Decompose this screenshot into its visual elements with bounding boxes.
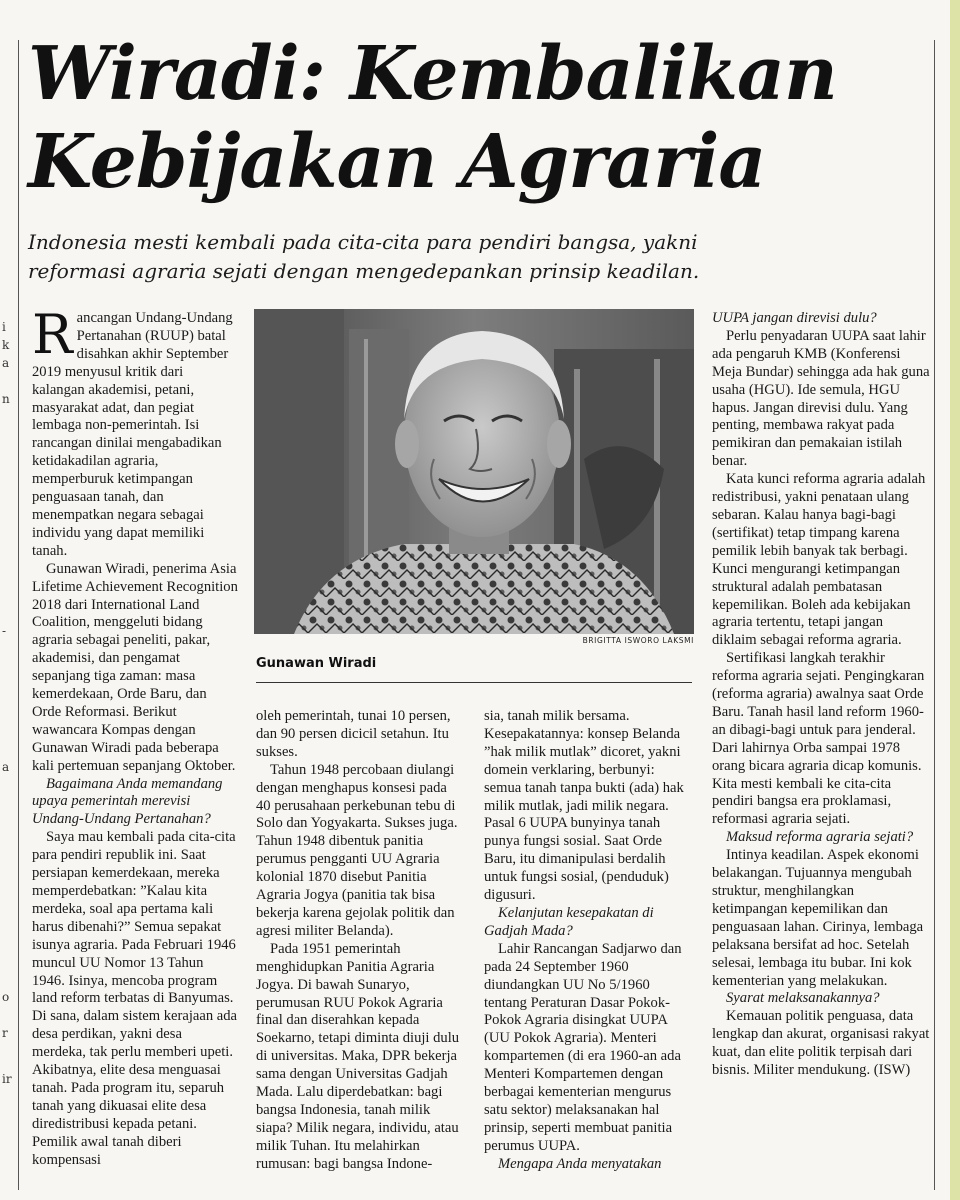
paragraph: Kata kunci reforma agraria adalah redistribusi, yakni penataan ulang sebaran. Kalau hanya bagi-bagi (sertifikat) tetap timpang karena pemilik lebih banyak tak berbagi. Kunci mengurangi ketimpangan struktural adalah pembatasan kepemilikan. Boleh ada kebijakan agraria tertentu, tetapi jangan diklaim sebagai reforma agraria. <box>712 471 926 649</box>
margin-fragment: i <box>2 320 6 334</box>
paragraph: oleh pemerintah, tunai 10 persen, dan 90 persen dicicil setahun. Itu sukses. <box>256 708 451 760</box>
margin-fragment: a <box>2 356 10 370</box>
headline <box>28 30 928 206</box>
column-rule-right <box>934 40 935 1190</box>
paragraph: Intinya keadilan. Aspek ekonomi belakangan. Tujuannya mengubah struktur, menghilangkan ketimpangan kepemilikan dan penguasaan lahan. Cirinya, lembaga pelaksana bersifat ad hoc. Setelah selesai, lembaga itu bubar. Ini kok kementerian yang melakukan. <box>712 847 924 989</box>
photo-credit: BRIGITTA ISWORO LAKSMI <box>582 636 694 645</box>
paragraph: Sertifikasi langkah terakhir reforma agraria sejati. Pengingkaran (reforma agraria) awalnya saat Orde Baru. Tanah hasil land reform 1960-an dibagi-bagi untuk para jenderal. Dari lahirnya Orba sampai 1978 orang bicara agraria dicap komunis. Kita mesti kembali ke cita-cita pendiri bangsa era proklamasi, reformasi agraria sejati. <box>712 650 925 828</box>
margin-fragment: ir <box>2 1072 12 1086</box>
paragraph: sia, tanah milik bersama. Kesepakatannya: konsep Belanda ”hak milik mutlak” dicoret, yakni domein verklaring, berbunyi: semua tanah tanpa bukti (ada) hak milik mutlak, jadi milik negara. Pasal 6 UUPA bunyinya tanah punya fungsi sosial. Saat Orde Baru, itu dimanipulasi berdalih untuk fungsi sosial, (penduduk) digusuri. <box>484 708 684 904</box>
paragraph: Tahun 1948 percobaan diulangi dengan menghapus konsesi pada 40 perusahaan perkebunan tebu di Solo dan Yogyakarta. Sukses juga. Tahun 1948 dibentuk panitia perumus pengganti UU Agraria kolonial 1870 disebut Panitia Agraria Jogya (panitia tak bisa bekerja karena gejolak politik dan agresi militer Belanda). <box>256 761 458 939</box>
paragraph: Lahir Rancangan Sadjarwo dan pada 24 September 1960 diundangkan UU No 5/1960 tentang Peraturan Dasar Pokok-Pokok Agraria disingkat UUPA (UU Pokok Agraria). Menteri kompartemen (di era 1960-an ada Menteri Kompartemen dengan berbagai kementerian mengurus satu sektor) melaksanakan hal prinsip, seperti membuat panitia perumus UUPA. <box>484 940 682 1154</box>
question: Bagaimana Anda memandang upaya pemerintah merevisi Undang-Undang Pertanahan? <box>32 775 223 828</box>
margin-fragment: o <box>2 990 10 1004</box>
article-column-1 <box>32 303 238 1170</box>
paragraph: Pada 1951 pemerintah menghidupkan Panitia Agraria Jogya. Di bawah Sunaryo, perumusan RUU Pokok Agraria final dan diserahkan kepada Soekarno, tetapi diminta diuji dulu di universitas. Maka, DPR bekerja sama dengan Universitas Gadjah Mada. Lalu diperdebatkan: bagi bangsa Indonesia, tanah milik siapa? Milik negara, individu, atau milik Tuhan. Itu melahirkan rumusan: bagi bangsa Indone- <box>256 940 460 1172</box>
margin-fragment: k <box>2 338 10 352</box>
paragraph: Gunawan Wiradi, penerima Asia Lifetime Achievement Recognition 2018 dari International Land Coalition, menggeluti bidang agraria sebagai peneliti, pakar, akademisi, dan pengamat sepanjang tiga zaman: masa kemerdekaan, Orde Baru, dan Orde Reformasi. Berikut wawancara Kompas dengan Gunawan Wiradi pada beberapa kali pertemuan sepanjang Oktober. <box>32 560 238 774</box>
question: Kelanjutan kesepakatan di Gadjah Mada? <box>484 904 654 939</box>
paragraph: Rancangan Undang-Undang Pertanahan (RUUP) batal disahkan akhir September 2019 menyusul kritik dari kalangan akademisi, petani, masyarakat adat, dan pegiat lembaga non-pemerintah. Isi rancangan dinilai mengabadikan ketidakadilan agraria, memperburuk ketimpangan penguasaan tanah, dan menempatkan negara sebagai individu yang dapat memiliki tanah. <box>32 303 233 559</box>
photo-caption: Gunawan Wiradi <box>256 656 377 671</box>
question: Maksud reforma agraria sejati? <box>726 829 914 846</box>
caption-rule <box>256 682 692 683</box>
article-column-3 <box>484 708 690 1174</box>
headline-line-1: Wiradi: Kembalikan <box>28 31 837 117</box>
page-edge <box>950 0 960 1200</box>
drop-cap: R <box>32 303 73 366</box>
paragraph: Saya mau kembali pada cita-cita para pendiri republik ini. Saat persiapan kemerdekaan, mereka memperdebatkan: ”Kalau kita merdeka, soal apa pertama kali harus dibenahi?” Semua sepakat isunya agraria. Pada Februari 1946 muncul UU Nomor 13 Tahun 1946. Isinya, mencoba program land reform terbatas di Banyumas. Di sana, dalam sistem kerajaan ada desa perdikan, yakni desa merdeka, tak perlu memberi upeti. Akibatnya, elite desa menguasai tanah. Pada program itu, separuh tanah yang dikuasai elite desa diredistribusi kepada petani. Pemilik awal tanah diberi kompensasi <box>32 829 238 1168</box>
margin-fragment: n <box>2 392 10 406</box>
margin-fragment: a <box>2 760 10 774</box>
headline-line-2: Kebijakan Agraria <box>28 119 766 205</box>
question: Syarat melaksanakannya? <box>726 990 880 1007</box>
question: UUPA jangan direvisi dulu? <box>712 310 877 326</box>
paragraph: Kemauan politik penguasa, data lengkap dan akurat, organisasi rakyat kuat, dan elite politik terpisah dari bisnis. Militer mendukung. (ISW) <box>712 1008 930 1079</box>
article-column-4 <box>712 310 930 1080</box>
paragraph: Perlu penyadaran UUPA saat lahir ada pengaruh KMB (Konferensi Meja Bundar) sehingga ada hak guna usaha (HGU). Ide semula, HGU hapus. Jangan direvisi dulu. Yang penting, membawa rakyat pada pemikiran dan pemakaian istilah benar. <box>712 327 930 470</box>
article-column-2 <box>256 708 462 1174</box>
margin-fragment: - <box>2 624 7 638</box>
margin-fragment: r <box>2 1026 8 1040</box>
question: Mengapa Anda menyatakan <box>498 1155 662 1172</box>
column-rule-left <box>18 40 19 1190</box>
portrait-photo <box>254 309 694 634</box>
lede: Indonesia mesti kembali pada cita-cita para pendiri bangsa, yakni reformasi agraria sejati dengan mengedepankan prinsip keadilan. <box>28 230 700 283</box>
